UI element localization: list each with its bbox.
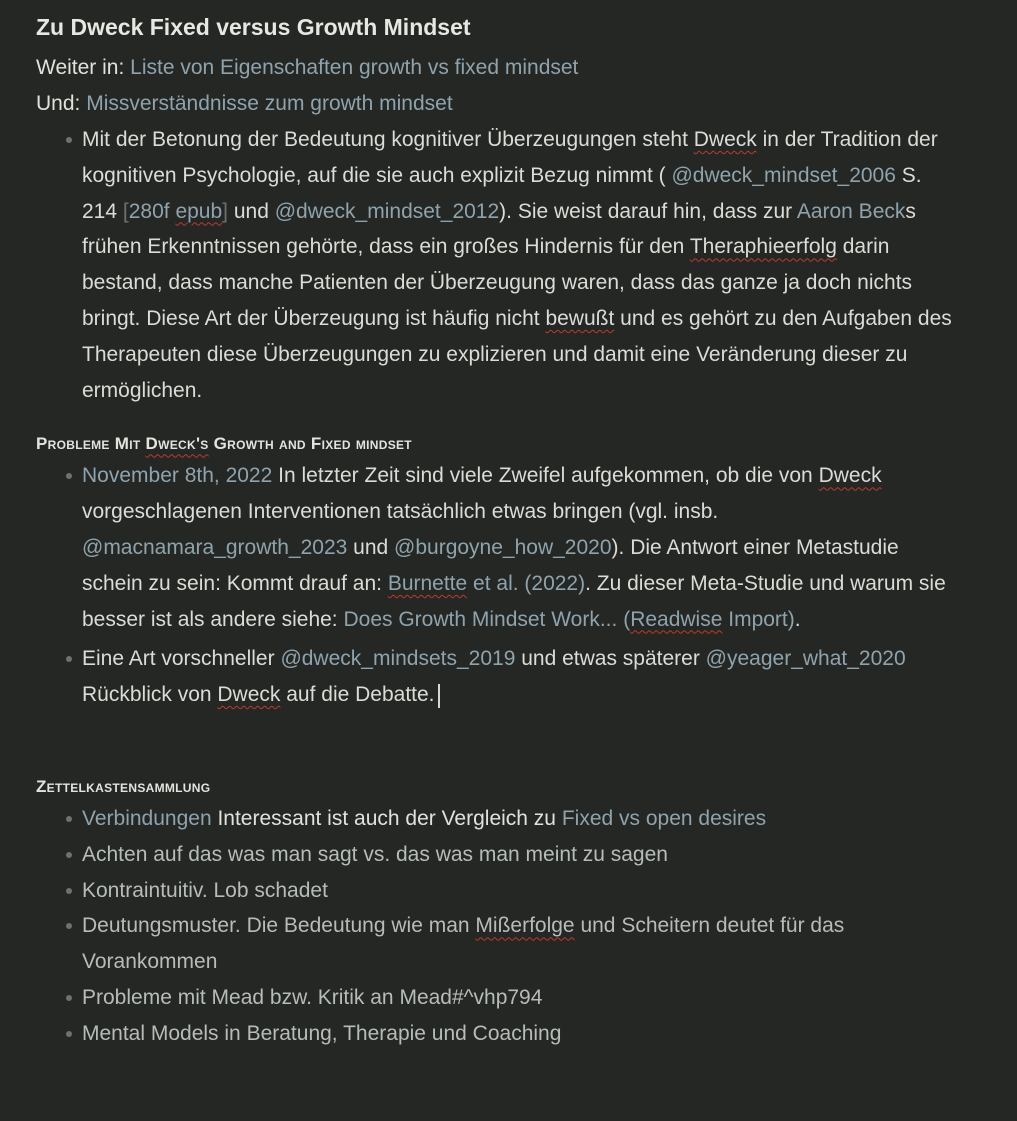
weiter-line [36, 50, 1017, 86]
zettel-item[interactable] [82, 1016, 962, 1052]
und-label: Und: [36, 92, 81, 115]
zettel-item[interactable] [82, 980, 962, 1016]
intro-bullet[interactable] [82, 122, 962, 408]
page-title: Zu Dweck Fixed versus Growth Mindset [36, 14, 471, 40]
citation-link[interactable]: @dweck_mindset_2006 [671, 163, 896, 187]
date-link[interactable]: November 8th, 2022 [82, 464, 273, 488]
zettel-item[interactable] [82, 801, 962, 837]
text: vorgeschlagenen Interventionen tatsächlich etwas bringen (vgl. insb. [82, 500, 719, 524]
probleme-bullet-1[interactable] [82, 458, 962, 637]
zettel-item[interactable] [82, 837, 962, 873]
citation-link[interactable]: @yeager_what_2020 [705, 647, 906, 671]
text: Rückblick von [82, 683, 218, 707]
misspelled-word: Dweck [818, 464, 882, 488]
import-link[interactable]: Import) [722, 607, 795, 631]
bracket-close: ] [222, 199, 228, 223]
misspelled-word: Dweck's [145, 434, 209, 454]
readwise-link[interactable]: Readwise [630, 607, 723, 631]
zettel-link[interactable]: Achten auf das was man sagt vs. das was man meint zu sagen [82, 842, 668, 866]
weiter-label: Weiter in: [36, 56, 125, 79]
text: und [228, 199, 275, 223]
burnette-link[interactable]: Burnette [387, 571, 468, 595]
misspelled-word[interactable]: Mißerfolge [475, 914, 575, 938]
etal-link[interactable]: et al. (2022) [467, 571, 586, 595]
misspelled-word: Dweck [693, 128, 757, 151]
misspelled-word: Dweck [217, 683, 281, 707]
text: ). Sie weist darauf hin, dass zur [499, 199, 797, 223]
citation-link[interactable]: @macnamara_growth_2023 [82, 535, 348, 559]
link-paren[interactable]: ( [623, 607, 631, 631]
heading-text: Growth and Fixed mindset [208, 434, 412, 454]
epub-link[interactable]: epub [175, 199, 223, 223]
text: auf die Debatte. [280, 683, 435, 707]
section-heading-zettelkasten: Zettelkastensammlung [36, 776, 211, 796]
citation-link[interactable]: @dweck_mindsets_2019 [280, 647, 516, 671]
text: S. 214 [82, 163, 922, 223]
text: Interessant ist auch der Vergleich zu [211, 806, 562, 830]
weiter-link[interactable]: Liste von Eigenschaften growth vs fixed mindset [130, 56, 579, 79]
text: und etwas späterer [515, 647, 706, 671]
citation-link[interactable]: @dweck_mindset_2012 [274, 199, 500, 223]
text: . Zu dieser Meta-Studie und warum sie besser ist als andere siehe: [82, 571, 946, 631]
citation-link[interactable]: @burgoyne_how_2020 [394, 535, 612, 559]
text: und es gehört zu den Aufgaben des Therapeuten diese Überzeugungen zu explizieren und damit eine Veränderung dieser zu ermöglichen. [82, 306, 952, 402]
text: s frühen Erkenntnissen gehörte, dass ein großes Hindernis für den [82, 199, 916, 259]
text: darin bestand, dass manche Patienten der Überzeugung waren, dass das ganze ja doch nichts bringt. Diese Art der Überzeugung ist häufig nicht [82, 235, 913, 330]
zettel-link[interactable]: Kontraintuitiv. Lob schadet [82, 878, 328, 902]
text: ). Die Antwort einer Metastudie schein zu sein: Kommt drauf an: [82, 535, 899, 595]
misspelled-word: bewußt [545, 306, 615, 330]
zettel-link[interactable]: und Scheitern deutet für das Vorankommen [82, 914, 845, 974]
zettel-item[interactable] [82, 873, 962, 909]
heading-text: Probleme Mit [36, 434, 146, 454]
text: Mit der Betonung der Bedeutung kognitiver Überzeugungen steht [82, 128, 694, 151]
zettel-link[interactable]: Deutungsmuster. Die Bedeutung wie man [82, 914, 476, 938]
page-ref-link[interactable]: 280f [128, 199, 176, 223]
zettel-list [36, 801, 1017, 1052]
zettel-link[interactable]: Probleme mit Mead bzw. Kritik an Mead#^vhp794 [82, 985, 543, 1009]
text: . [794, 607, 801, 631]
aaron-beck-link[interactable]: Aaron Beck [796, 199, 906, 223]
probleme-bullet-2[interactable] [82, 641, 962, 713]
text: in der Tradition der kognitiven Psychologie, auf die sie auch explizit Bezug nimmt ( [82, 128, 938, 187]
zettel-item[interactable] [82, 908, 962, 980]
misspelled-word: Theraphieerfolg [689, 235, 837, 259]
bracket-open: [ [122, 199, 129, 223]
section-heading-probleme [36, 430, 1017, 458]
text: In letzter Zeit sind viele Zweifel aufgekommen, ob die von [272, 464, 819, 488]
fixed-vs-open-desires-link[interactable]: Fixed vs open desires [561, 806, 767, 830]
text: und [347, 535, 395, 559]
text: Eine Art vorschneller [82, 647, 281, 671]
text-cursor [438, 684, 440, 708]
verbindungen-link[interactable]: Verbindungen [82, 806, 212, 830]
zettel-link[interactable]: Mental Models in Beratung, Therapie und Coaching [82, 1021, 562, 1045]
und-line [36, 86, 1017, 122]
growth-mindset-work-link[interactable]: Does Growth Mindset Work... [343, 607, 624, 631]
und-link[interactable]: Missverständnisse zum growth mindset [86, 92, 453, 115]
